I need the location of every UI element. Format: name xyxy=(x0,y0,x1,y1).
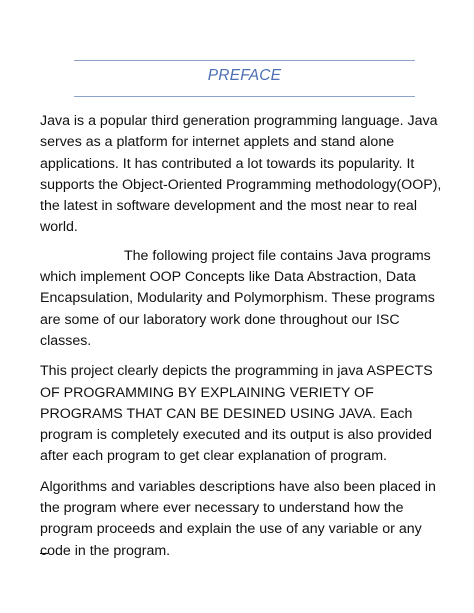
page-heading: PREFACE xyxy=(207,67,282,84)
paragraph-project-file xyxy=(40,246,450,352)
heading-bottom-rule xyxy=(74,96,415,97)
preface-body xyxy=(40,111,450,568)
paragraph-project-file-text: The following project file contains Java programs which implement OOP Concepts like Data Abstraction, Data Encapsulation, Modularity and Polymorphism. These programs are some of our laboratory work done throughout our ISC classes. xyxy=(40,247,435,349)
text-cursor-mark xyxy=(40,553,48,554)
paragraph-programs: This project clearly depicts the programming in java ASPECTS OF PROGRAMMING BY EXPLAINING VERIETY OF PROGRAMS THAT CAN BE DESINED USING JAVA. Each program is completely executed and its output is also provided after each program to get clear explanation of program. xyxy=(40,363,433,465)
paragraph-algorithms: Algorithms and variables descriptions have also been placed in the program where ever necessary to understand how the program proceeds and explain the use of any variable or any code in the program. xyxy=(40,478,436,559)
paragraph-intro: Java is a popular third generation programming language. Java serves as a platform for internet applets and stand alone applications. It has contributed a lot towards its popularity. It supports the Object-Oriented Programming methodology(OOP), the latest in software development and the most near to real world. xyxy=(40,113,442,236)
heading-top-rule xyxy=(74,60,415,61)
